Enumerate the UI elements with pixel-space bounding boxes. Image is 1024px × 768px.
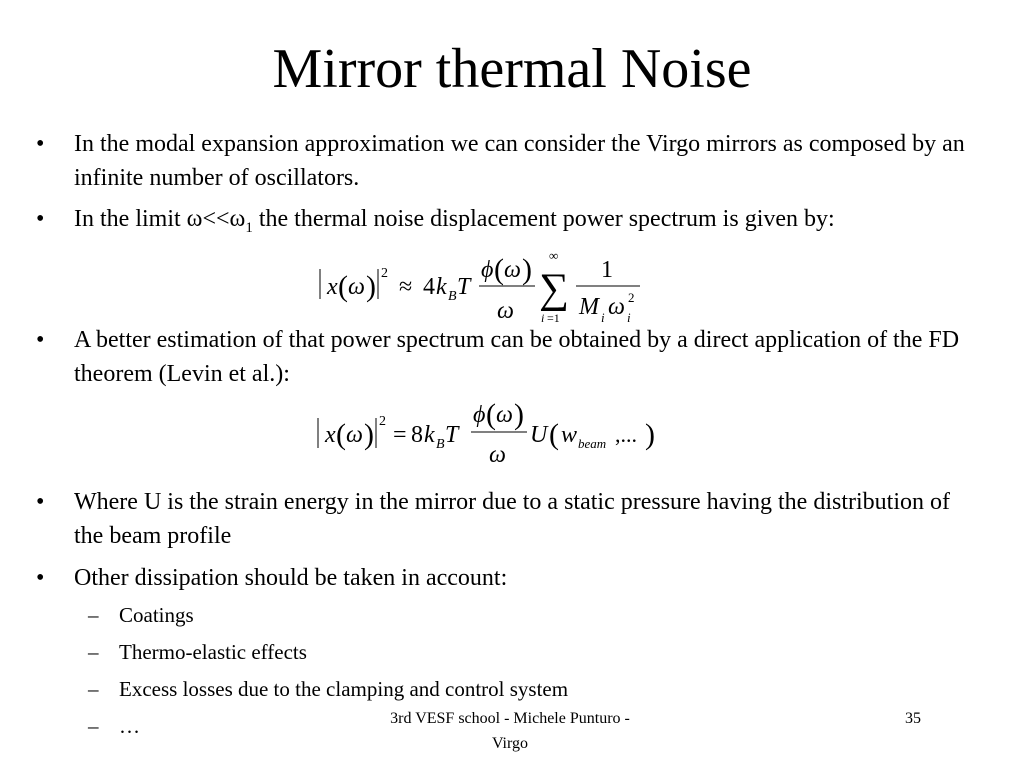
eq1-omega: ω: [348, 274, 365, 300]
eq2-num-omega: ω: [496, 402, 513, 428]
eq2-paren-open: (: [336, 418, 346, 451]
bullet-text: In the modal expansion approximation we can consider the Virgo mirrors as composed by an infinite number of oscillators.: [74, 131, 965, 191]
eq1-coef: 4: [423, 274, 435, 300]
eq1-sum: ∑: [539, 266, 569, 312]
omega1-subscript: 1: [245, 219, 253, 236]
eq1-M-sub: i: [601, 310, 605, 325]
subbullet-dash: –: [88, 714, 99, 738]
eq1-paren-close: ): [366, 270, 376, 303]
eq2-U: U: [530, 422, 548, 448]
eq1-omega-sub: i: [627, 310, 631, 325]
eq2-x: x: [325, 422, 336, 448]
eq1-one: 1: [601, 257, 613, 283]
omega1-symbol: ω: [229, 206, 246, 232]
eq2-power: 2: [379, 414, 386, 429]
slide-title: Mirror thermal Noise: [272, 38, 752, 100]
eq1-sum-lower-eq: =1: [547, 311, 560, 325]
bullet-dot: •: [36, 489, 45, 515]
eq2-dots: ,...: [615, 422, 637, 447]
eq2-paren-close: ): [364, 418, 374, 451]
page-number: 35: [905, 710, 921, 727]
less-less-symbol: <<: [202, 206, 230, 232]
text-part: In the limit: [74, 206, 187, 232]
slide-footer: [340, 706, 680, 756]
omega-symbol: ω: [186, 206, 203, 232]
subbullet-text: Coatings: [119, 603, 194, 627]
eq2-beam: beam: [578, 436, 607, 451]
eq2-w: w: [561, 422, 578, 448]
bullet-dot: •: [36, 206, 45, 232]
eq2-U-paren-open: (: [549, 418, 559, 451]
eq1-num-omega: ω: [504, 257, 521, 283]
bullet-dot: •: [36, 565, 45, 591]
footer-line-1: 3rd VESF school - Michele Punturo -: [390, 710, 630, 727]
eq2-omega: ω: [346, 422, 363, 448]
equation-modal-spectrum: [305, 244, 665, 328]
subbullet-text: …: [119, 714, 140, 738]
eq2-B: B: [436, 437, 445, 452]
eq1-num-paren-open: (: [494, 253, 504, 286]
eq1-k: k: [436, 274, 447, 300]
eq2-equals: =: [393, 422, 407, 448]
bullet-text: Where U is the strain energy in the mirror due to a static pressure having the distribution of the beam profile: [74, 489, 950, 549]
bullet-text: A better estimation of that power spectrum can be obtained by a direct application of the FD theorem (Levin et al.):: [74, 327, 960, 387]
eq2-coef: 8: [411, 422, 423, 448]
eq1-power: 2: [381, 266, 388, 281]
eq2-den-omega: ω: [489, 442, 506, 468]
eq1-x: x: [327, 274, 338, 300]
subbullet-text: Excess losses due to the clamping and control system: [119, 677, 569, 701]
bullet-dot: •: [36, 131, 45, 157]
eq2-num-paren-close: ): [514, 398, 524, 431]
subbullet-text: Thermo-elastic effects: [119, 640, 307, 664]
eq1-omega-i: ω: [608, 294, 625, 320]
bullet-dot: •: [36, 327, 45, 353]
subbullet-dash: –: [88, 603, 99, 627]
eq1-num-paren-close: ): [522, 253, 532, 286]
eq1-M: M: [579, 294, 599, 320]
text-part: the thermal noise displacement power spectrum is given by:: [252, 206, 835, 232]
footer-line-2: Virgo: [491, 735, 529, 752]
eq2-num-paren-open: (: [486, 398, 496, 431]
subbullet-dash: –: [88, 640, 99, 664]
eq1-omega-power: 2: [628, 290, 635, 305]
eq1-B: B: [448, 289, 457, 304]
eq1-sum-lower-i: i: [541, 311, 545, 325]
eq1-den-omega: ω: [497, 298, 514, 324]
eq1-paren-open: (: [338, 270, 348, 303]
eq2-T: T: [445, 422, 459, 448]
eq1-approx: ≈: [399, 274, 413, 300]
eq1-T: T: [457, 274, 471, 300]
subbullet-dash: –: [88, 677, 99, 701]
eq1-sum-upper: ∞: [549, 248, 559, 263]
eq2-U-paren-close: ): [645, 418, 655, 451]
bullet-text: [74, 202, 984, 245]
eq1-phi: ϕ: [481, 257, 494, 283]
eq2-k: k: [424, 422, 435, 448]
equation-levin: [303, 396, 673, 472]
bullet-text: Other dissipation should be taken in account:: [74, 565, 508, 591]
eq2-phi: ϕ: [473, 402, 486, 428]
